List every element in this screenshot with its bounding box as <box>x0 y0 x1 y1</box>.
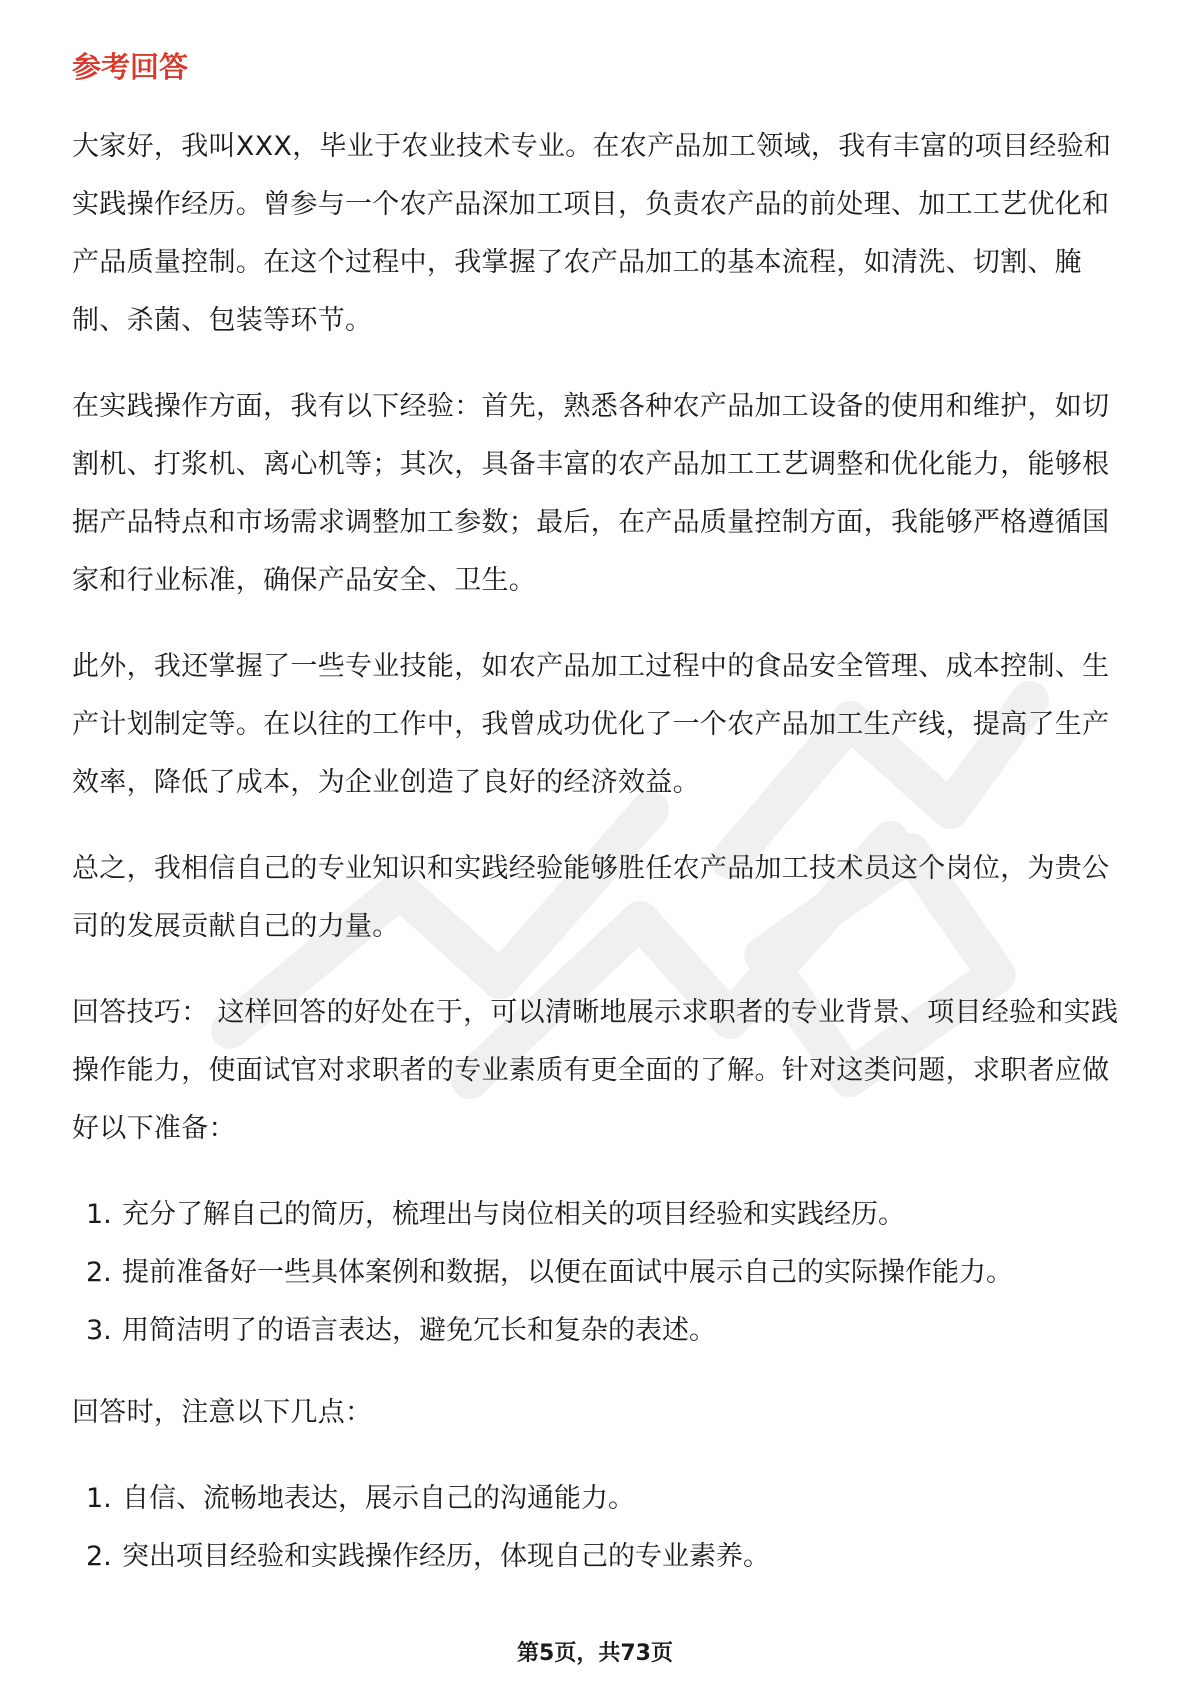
section-heading: 参考回答 <box>72 50 189 84</box>
list-item <box>72 1186 1122 1244</box>
list-item-text: 自信、流畅地表达，展示自己的沟通能力。 <box>122 1483 635 1514</box>
paragraph-attention: 回答时，注意以下几点： <box>72 1397 373 1428</box>
list-item-number: 1. <box>86 1199 112 1230</box>
paragraph-intro: 大家好，我叫XXX，毕业于农业技术专业。在农产品加工领域，我有丰富的项目经验和实践操作经历。曾参与一个农产品深加工项目，负责农产品的前处理、加工工艺优化和产品质量控制。在这个过程中，我掌握了农产品加工的基本流程，如清洗、切割、腌制、杀菌、包装等环节。 <box>72 131 1112 336</box>
document-body <box>72 118 1122 1610</box>
attention-list <box>72 1470 1122 1586</box>
list-item-text: 提前准备好一些具体案例和数据，以便在面试中展示自己的实际操作能力。 <box>122 1257 1013 1288</box>
list-item-number: 2. <box>86 1541 112 1572</box>
paragraph-practice: 在实践操作方面，我有以下经验：首先，熟悉各种农产品加工设备的使用和维护，如切割机、打浆机、离心机等；其次，具备丰富的农产品加工工艺调整和优化能力，能够根据产品特点和市场需求调整加工参数；最后，在产品质量控制方面，我能够严格遵循国家和行业标准，确保产品安全、卫生。 <box>72 391 1110 596</box>
list-item-text: 用简洁明了的语言表达，避免冗长和复杂的表述。 <box>122 1315 716 1346</box>
paragraph-conclusion: 总之，我相信自己的专业知识和实践经验能够胜任农产品加工技术员这个岗位，为贵公司的发展贡献自己的力量。 <box>72 853 1110 942</box>
paragraph-skills: 此外，我还掌握了一些专业技能，如农产品加工过程中的食品安全管理、成本控制、生产计划制定等。在以往的工作中，我曾成功优化了一个农产品加工生产线，提高了生产效率，降低了成本，为企业创造了良好的经济效益。 <box>72 651 1110 798</box>
list-item-text: 突出项目经验和实践操作经历，体现自己的专业素养。 <box>122 1541 770 1572</box>
list-item-number: 3. <box>86 1315 112 1346</box>
list-item <box>72 1528 1122 1586</box>
list-item-number: 2. <box>86 1257 112 1288</box>
paragraph-tips: 回答技巧： 这样回答的好处在于，可以清晰地展示求职者的专业背景、项目经验和实践操作能力，使面试官对求职者的专业素质有更全面的了解。针对这类问题，求职者应做好以下准备： <box>72 997 1119 1144</box>
page-number-footer: 第5页，共73页 <box>517 1641 673 1666</box>
list-item <box>72 1244 1122 1302</box>
list-item-number: 1. <box>86 1483 112 1514</box>
list-item <box>72 1470 1122 1528</box>
list-item-text: 充分了解自己的简历，梳理出与岗位相关的项目经验和实践经历。 <box>122 1199 905 1230</box>
preparation-list <box>72 1186 1122 1360</box>
list-item <box>72 1302 1122 1360</box>
